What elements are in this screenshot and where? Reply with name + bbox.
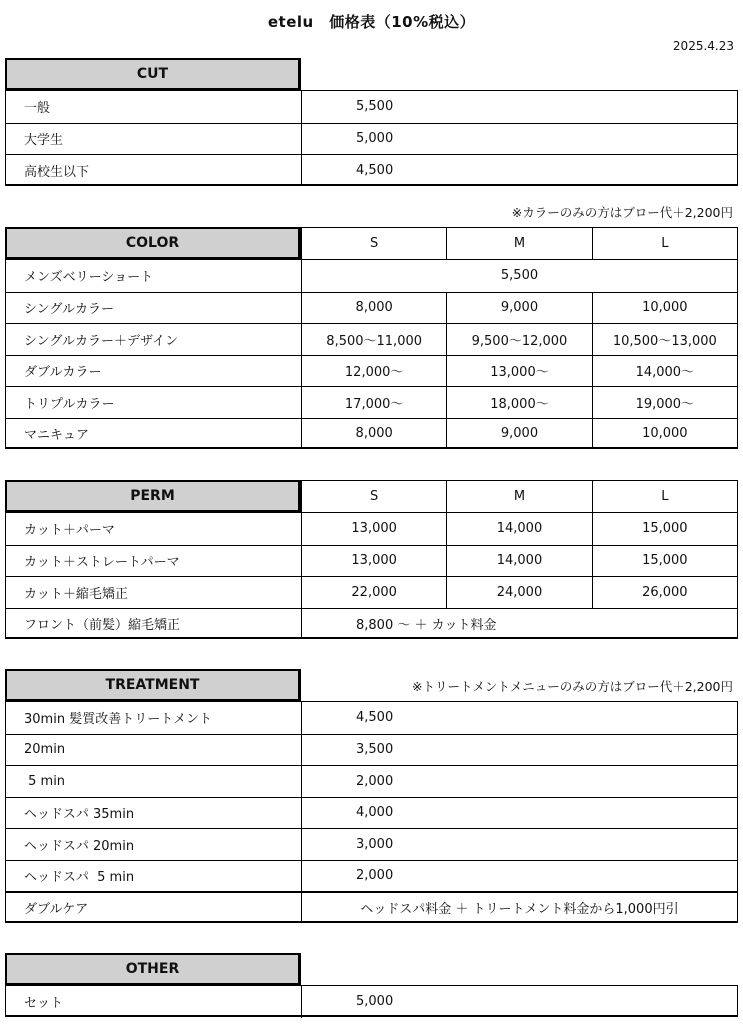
page-title: etelu 価格表（10%税込） (267, 13, 476, 31)
item-name: フロント（前髪）縮毛矯正 (6, 609, 302, 640)
price-l: 15,000 (592, 546, 737, 577)
item-price: 3,500 (356, 742, 394, 758)
item-price: 5,500 (356, 99, 394, 115)
table-row (6, 260, 737, 292)
table-row (6, 355, 737, 387)
table-row (6, 323, 737, 355)
table-row (6, 154, 737, 186)
item-name: 5 min (6, 766, 302, 797)
perm-table (5, 512, 738, 639)
table-row (6, 891, 737, 923)
item-name: トリプルカラー (6, 387, 302, 418)
table-row (6, 386, 737, 418)
other-header (5, 953, 738, 985)
item-name: シングルカラー (6, 293, 302, 324)
price-m: 14,000 (446, 546, 591, 577)
item-price: 2,000 (356, 773, 394, 789)
table-row (6, 608, 737, 640)
item-name: ヘッドスパ 35min (6, 798, 302, 829)
item-name: ダブルカラー (6, 356, 302, 387)
item-name: カット＋縮毛矯正 (6, 577, 302, 608)
perm-section (5, 480, 738, 639)
price-m: 13,000〜 (446, 356, 591, 387)
price-s: 8,500〜11,000 (326, 333, 423, 349)
table-row (6, 828, 737, 860)
item-price: 4,000 (356, 805, 394, 821)
price-s: 12,000〜 (344, 365, 404, 381)
price-l: 10,500〜13,000 (592, 324, 737, 355)
price-m: 9,000 (446, 419, 591, 450)
col-s: S (301, 481, 446, 512)
item-name: 20min (6, 735, 302, 766)
price-l: 14,000〜 (592, 356, 737, 387)
table-row (6, 702, 737, 734)
item-name: 高校生以下 (6, 155, 302, 186)
price-l: 26,000 (592, 577, 737, 608)
item-name: カット＋パーマ (6, 513, 302, 545)
item-name: メンズベリーショート (6, 260, 302, 292)
price-m: 9,500〜12,000 (446, 324, 591, 355)
item-price: 5,000 (356, 131, 394, 147)
item-name: カット＋ストレートパーマ (6, 546, 302, 577)
price-s: 8,000 (355, 300, 393, 316)
treatment-table (5, 701, 738, 923)
item-price: 5,000 (356, 994, 394, 1010)
table-row (6, 860, 737, 892)
treatment-label: TREATMENT (5, 669, 301, 701)
table-row (6, 986, 737, 1018)
color-section (5, 227, 738, 449)
treatment-header (5, 669, 738, 701)
cut-section (5, 58, 738, 186)
color-header (5, 227, 738, 259)
table-row (6, 765, 737, 797)
table-row (6, 797, 737, 829)
color-label: COLOR (5, 227, 301, 259)
price-s: 13,000 (351, 521, 397, 537)
other-section (5, 953, 738, 1017)
price-s: 8,000 (355, 426, 393, 442)
item-name: ダブルケア (6, 893, 302, 923)
item-price: 8,800 〜 ＋ カット料金 (356, 618, 497, 634)
date-label: 2025.4.23 (672, 39, 734, 53)
item-price: 2,000 (356, 868, 394, 884)
table-row (6, 91, 737, 123)
other-table (5, 985, 738, 1017)
item-name: マニキュア (6, 419, 302, 450)
col-m: M (446, 228, 591, 259)
price-l: 10,000 (592, 419, 737, 450)
perm-label: PERM (5, 480, 301, 512)
item-price: 5,500 (500, 268, 539, 284)
item-name: 一般 (6, 91, 302, 123)
other-label: OTHER (5, 953, 301, 985)
col-l: L (592, 228, 737, 259)
perm-header (5, 480, 738, 512)
item-price: 4,500 (356, 710, 394, 726)
col-m: M (446, 481, 591, 512)
col-s: S (301, 228, 446, 259)
price-m: 14,000 (446, 513, 591, 545)
treatment-note: ※トリートメントメニューのみの方はブロー代＋2,200円 (411, 679, 733, 694)
price-s: 17,000〜 (344, 396, 404, 412)
table-row (6, 292, 737, 324)
price-l: 10,000 (592, 293, 737, 324)
item-name: 大学生 (6, 124, 302, 155)
table-row (6, 513, 737, 545)
table-row (6, 123, 737, 155)
price-s: 13,000 (351, 553, 397, 569)
item-name: ヘッドスパ 5 min (6, 861, 302, 892)
item-price: 4,500 (356, 162, 394, 178)
treatment-section (5, 669, 738, 923)
item-name: シングルカラー＋デザイン (6, 324, 302, 355)
price-l: 15,000 (592, 513, 737, 545)
color-table (5, 259, 738, 449)
table-row (6, 576, 737, 608)
item-price: ヘッドスパ料金 ＋ トリートメント料金から1,000円引 (360, 902, 679, 918)
price-l: 19,000〜 (592, 387, 737, 418)
price-m: 9,000 (446, 293, 591, 324)
table-row (6, 418, 737, 450)
color-note: ※カラーのみの方はブロー代＋2,200円 (511, 205, 733, 220)
cut-header (5, 58, 738, 90)
price-m: 24,000 (446, 577, 591, 608)
cut-label: CUT (5, 58, 301, 90)
col-l: L (592, 481, 737, 512)
item-name: 30min 髪質改善トリートメント (6, 702, 302, 734)
price-s: 22,000 (351, 584, 397, 600)
cut-table (5, 90, 738, 186)
item-name: ヘッドスパ 20min (6, 829, 302, 860)
item-name: セット (6, 986, 302, 1018)
item-price: 3,000 (356, 836, 394, 852)
table-row (6, 734, 737, 766)
table-row (6, 545, 737, 577)
price-m: 18,000〜 (446, 387, 591, 418)
